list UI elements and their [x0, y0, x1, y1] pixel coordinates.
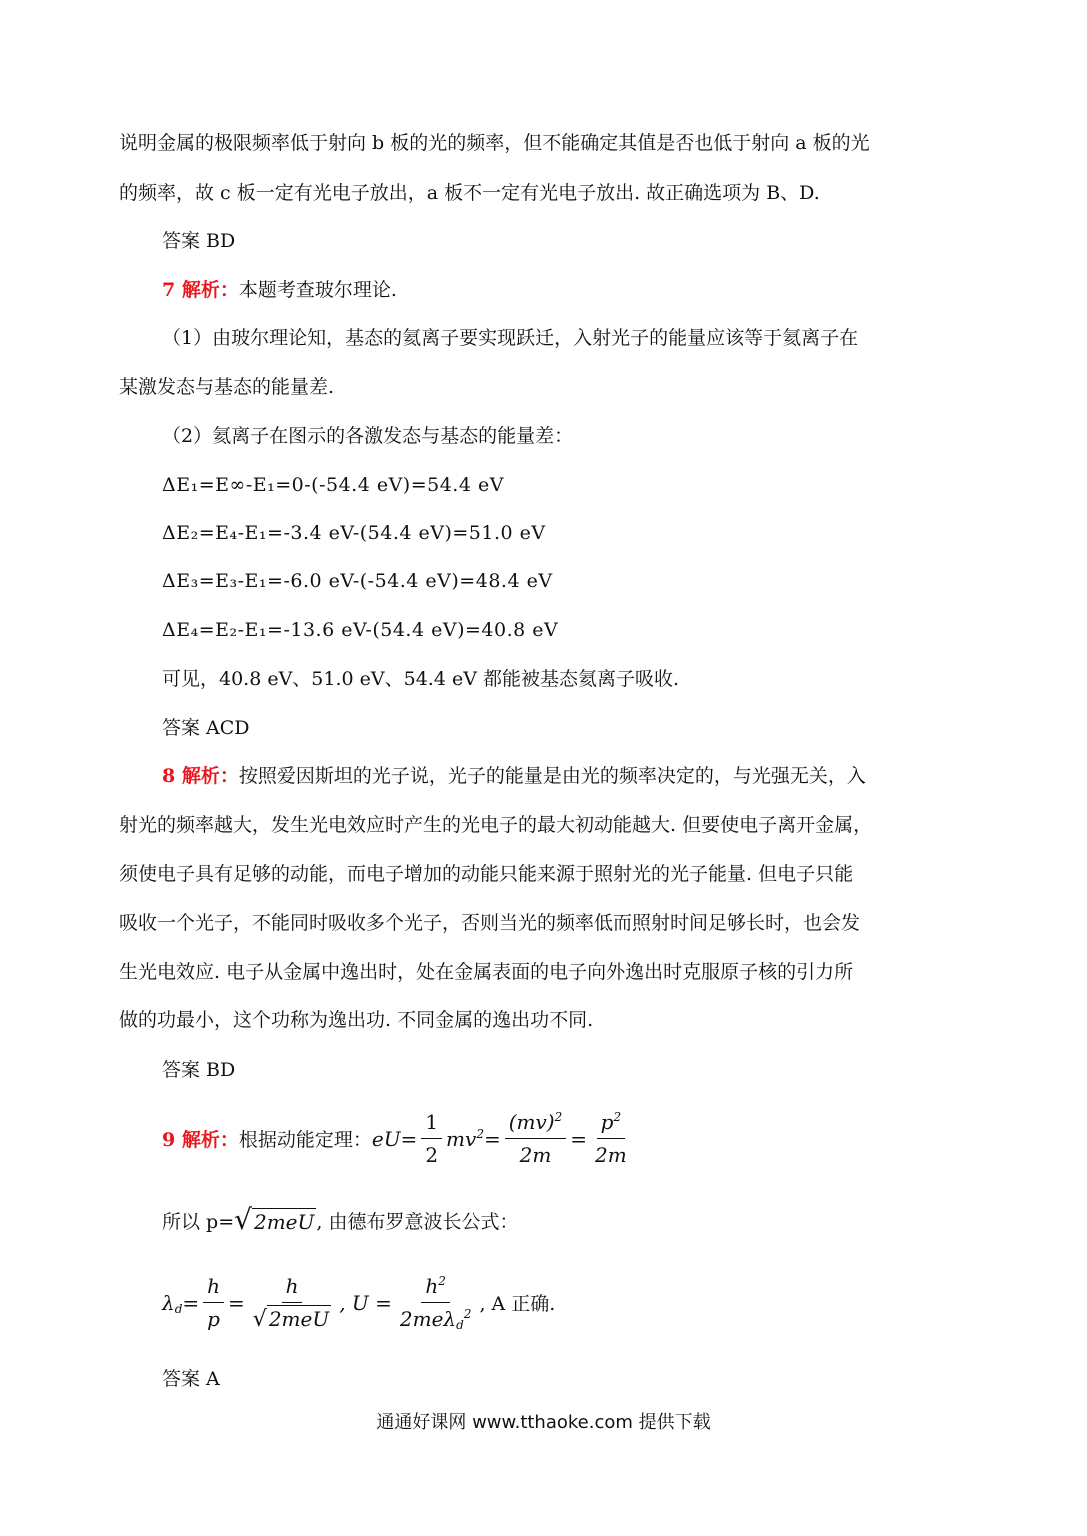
section-label: 9 解析： [162, 1129, 239, 1151]
kinetic-energy-equation: eU= [371, 1126, 418, 1151]
sqrt-expression: √ 2meU [234, 1203, 315, 1236]
section-intro: 根据动能定理： [238, 1129, 372, 1151]
momentum-line: 所以 p= √ 2meU , 由德布罗意波长公式： [162, 1203, 519, 1236]
paragraph-line: （1）由玻尔理论知，基态的氦离子要实现跃迁，入射光子的能量应该等于氦离子在 [162, 327, 859, 349]
paragraph-line: 说明金属的极限频率低于射向 b 板的光的频率，但不能确定其值是否也低于射向 a 板的光 [119, 132, 870, 154]
paragraph-line: 射光的频率越大，发生光电效应时产生的光电子的最大初动能越大. 但要使电子离开金属， [119, 814, 873, 836]
paragraph-line: （2）氦离子在图示的各激发态与基态的能量差： [162, 425, 574, 447]
paragraph-line: 须使电子具有足够的动能，而电子增加的动能只能来源于照射光的光子能量. 但电子只能 [119, 863, 854, 885]
equation-line: ΔE₃=E₃-E₁=-6.0 eV-(-54.4 eV)=48.4 eV [162, 570, 553, 592]
wavelength-equation: $\lambda_d=$ $\frac{h}{p}$ = h √ 2meU , U = $\frac{h^2}{2me\lambda_d^2}$ , A 正确. [162, 1274, 556, 1332]
answer-line: 答案 A [162, 1368, 220, 1390]
fraction: $\frac{h}{p}$ [203, 1272, 224, 1333]
section-label: 8 解析： [162, 765, 239, 787]
equation-line: ΔE₄=E₂-E₁=-13.6 eV-(54.4 eV)=40.8 eV [162, 619, 559, 641]
fraction: h √ 2meU [252, 1274, 330, 1332]
conclusion-line: 可见，40.8 eV、51.0 eV、54.4 eV 都能被基态氦离子吸收. [162, 668, 680, 690]
section-7-heading [162, 277, 971, 303]
fraction: $\frac{(mv)^2}{2m}$ [505, 1108, 567, 1169]
section-9-heading: 9 解析： 根据动能定理： eU= $\frac{1}{2}$ $mv^2=$ $\frac{(mv)^2}{2m}$ = $\frac{p^2}{2m}$ [162, 1108, 635, 1169]
equation-line: ΔE₁=E∞-E₁=0-(-54.4 eV)=54.4 eV [162, 474, 504, 496]
fraction: $\frac{p^2}{2m}$ [595, 1110, 627, 1167]
answer-line: 答案 ACD [162, 717, 250, 739]
paragraph-line: 某激发态与基态的能量差. [119, 376, 335, 398]
paragraph-line: 吸收一个光子，不能同时吸收多个光子，否则当光的频率低而照射时间足够长时，也会发 [119, 912, 861, 934]
section-label: 7 解析： [162, 279, 239, 301]
fraction: $\frac{h^2}{2me\lambda_d^2}$ [399, 1274, 472, 1332]
answer-line: 答案 BD [162, 230, 236, 252]
section-intro: 本题考查玻尔理论. [238, 279, 397, 301]
fraction: $\frac{1}{2}$ [421, 1108, 442, 1169]
equation-line: ΔE₂=E₄-E₁=-3.4 eV-(54.4 eV)=51.0 eV [162, 522, 546, 544]
answer-line: 答案 BD [162, 1059, 236, 1081]
paragraph-line: 做的功最小，这个功称为逸出功. 不同金属的逸出功不同. [119, 1009, 594, 1031]
paragraph-line: 生光电效应. 电子从金属中逸出时，处在金属表面的电子向外逸出时克服原子核的引力所 [119, 961, 854, 983]
page-footer: 通通好课网 www.tthaoke.com 提供下载 [376, 1412, 711, 1433]
section-8-heading: 8 解析：按照爱因斯坦的光子说，光子的能量是由光的频率决定的，与光强无关，入 [162, 765, 866, 787]
paragraph-line: 的频率，故 c 板一定有光电子放出，a 板不一定有光电子放出. 故正确选项为 B、D. [119, 182, 820, 204]
